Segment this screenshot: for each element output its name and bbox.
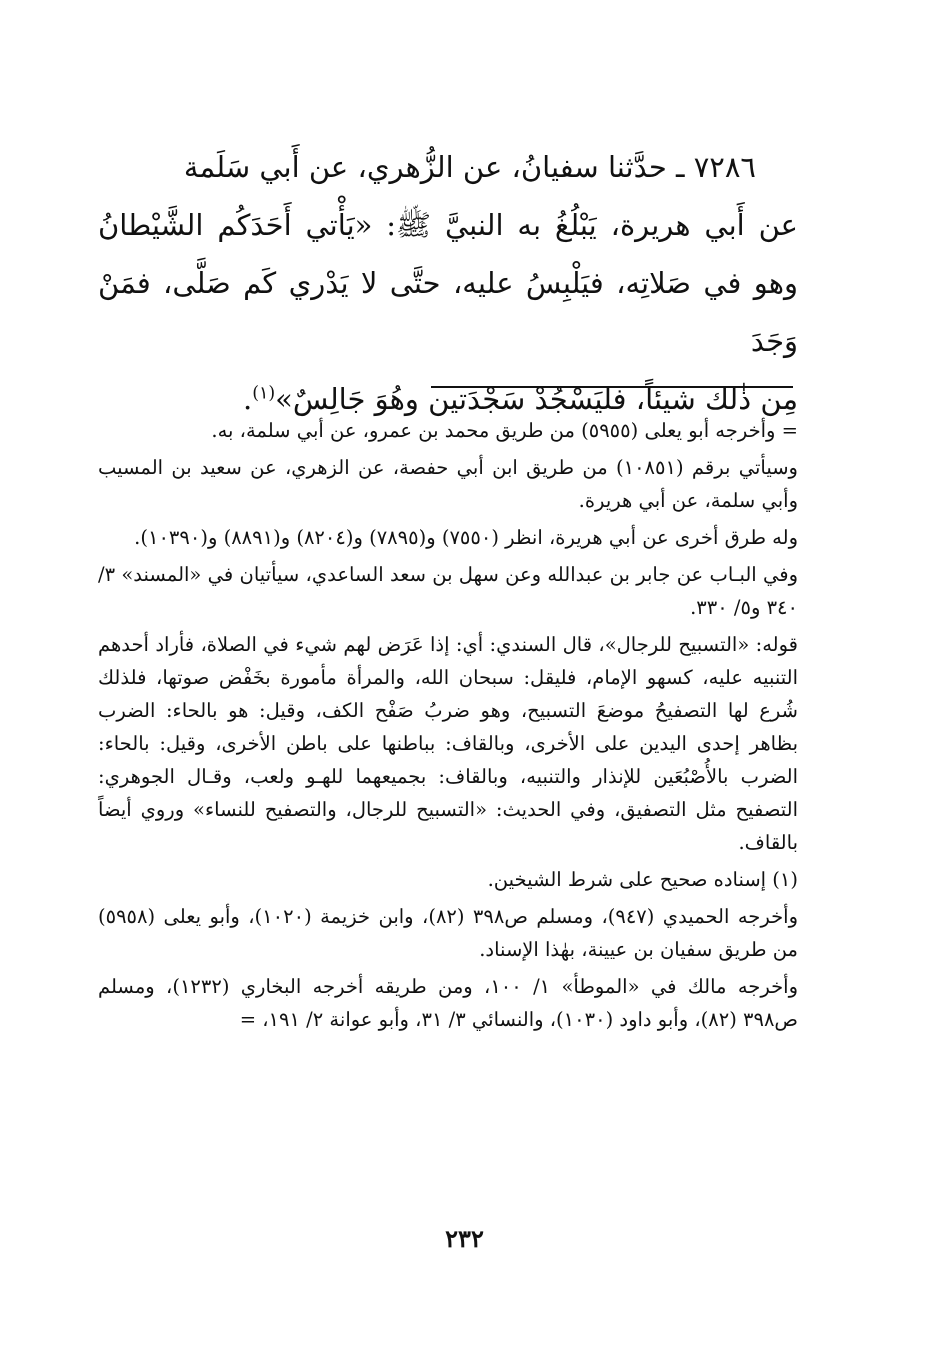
hadith-line-4-text: مِن ذٰلك شيئاً، فليَسْجُدْ سَجْدَتين وهُوَ جَالِسٌ» <box>275 382 798 416</box>
page-number: ٢٣٢ <box>445 1224 484 1253</box>
footnote-paragraph: وله طرق أخرى عن أبي هريرة، انظر (٧٥٥٠) و(٧٨٩٥) و(٨٢٠٤) و(٨٨٩١) و(١٠٣٩٠). <box>134 526 798 549</box>
end-mark: . <box>242 382 253 416</box>
footnote-paragraph: قوله: «التسبيح للرجال»، قال السندي: أي: إذا عَرَض لهم شيء في الصلاة، فأراد أحدهم التنبيه عليه، كسهو الإمام، فليقل: سبحان الله، والمرأة مأمورة بخَفْض صوتها، فلذلك شُرع لها التصفيحُ موضعَ التسبيح، وهو ضربُ صَفْح الكف، وقيل: هو بالحاء: الضرب بظاهر إحدى اليدين على الأخرى، وبالقاف: بباطنها على باطن الأخرى، وقيل: بالحاء: الضرب بالأُصْبُعَين للإنذار والتنبيه، وبالقاف: بجميعهما للهـو ولعب، وقـال الجوهري: التصفيح مثل التصفيق، وفي الحديث: «التسبيح للرجال، والتصفيح للنساء» وروي أيضاً بالقاف. <box>98 633 798 854</box>
footnote-divider <box>431 386 793 388</box>
footnote-paragraph: (١) إسناده صحيح على شرط الشيخين. <box>487 868 798 891</box>
footnote-paragraph: وأخرجه مالك في «الموطأ» ١/ ١٠٠، ومن طريقه أخرجه البخاري (١٢٣٢)، ومسلم ص٣٩٨ (٨٢)، وأبو داود (١٠٣٠)، والنسائي ٣/ ٣١، وأبو عوانة ٢/ ١٩١، = <box>98 975 798 1031</box>
hadith-text <box>98 138 798 428</box>
footnote-reference: (١) <box>252 383 276 404</box>
hadith-line-3: وهو في صَلاتِه، فيَلْبِسُ عليه، حتَّى لا يَدْري كَم صَلَّى، فمَنْ وَجَدَ <box>98 266 798 358</box>
footnote-paragraph: وسيأتي برقم (١٠٨٥١) من طريق ابن أبي حفصة، عن الزهري، عن سعيد بن المسيب وأبي سلمة، عن أبي هريرة. <box>98 456 798 512</box>
footnote-paragraph: = وأخرجه أبو يعلى (٥٩٥٥) من طريق محمد بن عمرو، عن أبي سلمة، به. <box>211 419 798 442</box>
footnote-paragraph: وأخرجه الحميدي (٩٤٧)، ومسلم ص٣٩٨ (٨٢)، وابن خزيمة (١٠٢٠)، وأبو يعلى (٥٩٥٨) من طريق سفيان بن عيينة، بهٰذا الإسناد. <box>98 905 798 961</box>
footnotes-section <box>98 414 798 1040</box>
hadith-line-1: ٧٢٨٦ ـ حدَّثنا سفيانُ، عن الزُّهري، عن أَبي سَلَمة <box>183 150 756 184</box>
footnote-paragraph: وفي البـاب عن جابر بن عبدالله وعن سهل بن سعد الساعدي، سيأتيان في «المسند» ٣/ ٣٤٠ و٥/ ٣٣٠. <box>98 563 798 619</box>
hadith-line-2: عن أَبي هريرة، يَبْلُغُ به النبيَّ ﷺ: «يَأْتي أَحَدَكُم الشَّيْطانُ <box>98 208 798 242</box>
